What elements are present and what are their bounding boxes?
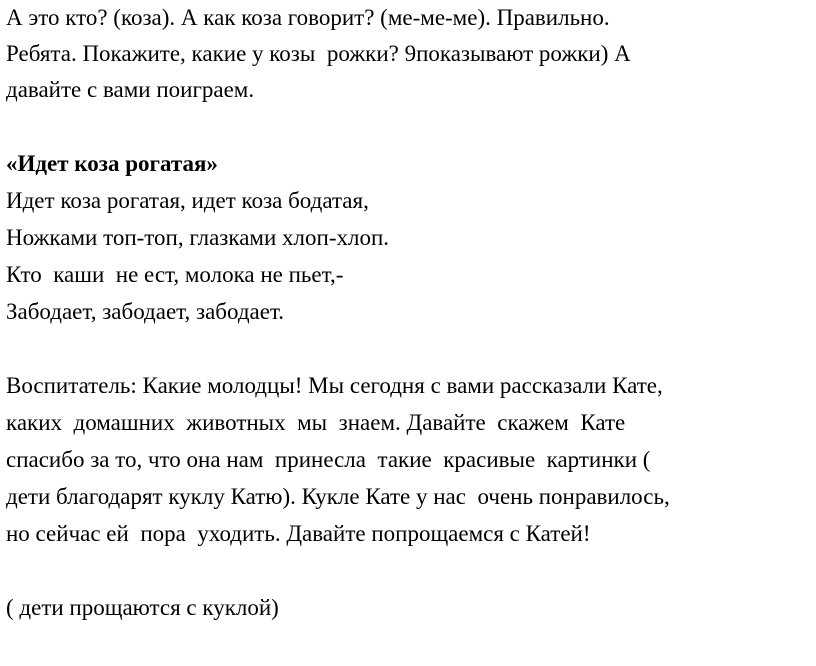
intro-line-1: А это кто? (коза). А как коза говорит? (ме-ме-ме). Правильно. <box>6 5 610 30</box>
poem-line-3: Кто каши не ест, молока не пьет,- <box>6 262 344 287</box>
closing-line: ( дети прощаются с куклой) <box>6 595 279 620</box>
intro-line-2: Ребята. Покажите, какие у козы рожки? 9показывают рожки) А <box>6 41 631 66</box>
teacher-line-1: Воспитатель: Какие молодцы! Мы сегодня с вами рассказали Кате, <box>6 373 663 398</box>
poem-line-1: Идет коза рогатая, идет коза бодатая, <box>6 188 369 213</box>
teacher-line-2: каких домашних животных мы знаем. Давайте скажем Кате <box>6 410 626 435</box>
teacher-line-3: спасибо за то, что она нам принесла такие красивые картинки ( <box>6 447 651 472</box>
teacher-line-5: но сейчас ей пора уходить. Давайте попрощаемся с Катей! <box>6 521 591 546</box>
poem-title: «Идет коза рогатая» <box>6 151 218 176</box>
intro-line-3: давайте с вами поиграем. <box>6 77 255 102</box>
poem-line-4: Забодает, забодает, забодает. <box>6 299 285 324</box>
poem-line-2: Ножками топ-топ, глазками хлоп-хлоп. <box>6 225 390 250</box>
teacher-line-4: дети благодарят куклу Катю). Кукле Кате у нас очень понравилось, <box>6 484 670 509</box>
